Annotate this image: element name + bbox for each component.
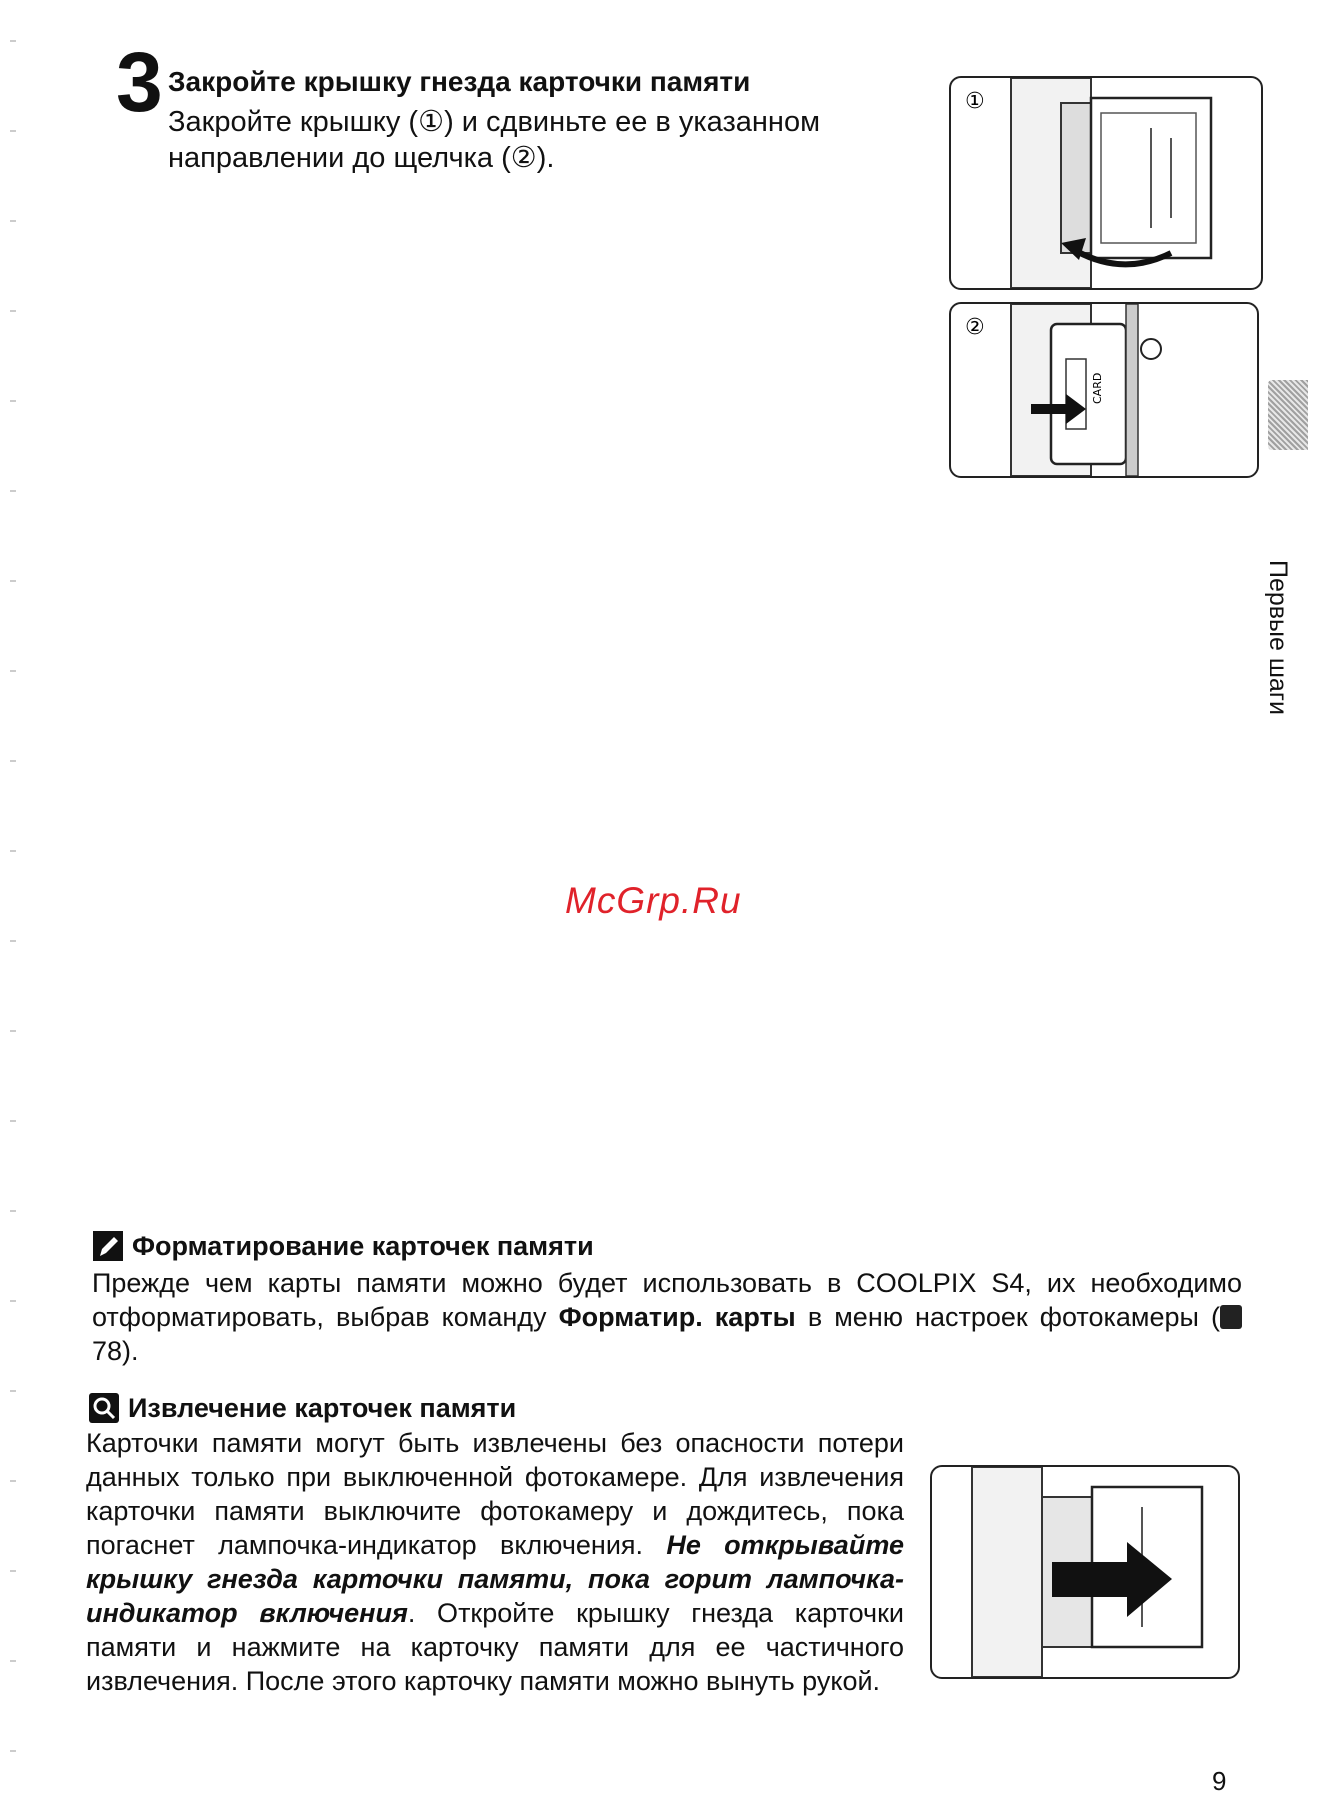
section-tab-marker <box>1268 380 1308 450</box>
page-reference-icon <box>1220 1305 1242 1329</box>
figure-slide-cover <box>949 302 1259 478</box>
note-remove-title: Извлечение карточек памяти <box>128 1392 517 1423</box>
page-reference: 78 <box>92 1336 123 1366</box>
page-number: 9 <box>1212 1766 1227 1796</box>
note-format-body: Прежде чем карты памяти можно будет использовать в COOLPIX S4, их необходимо отформатировать, выбрав команду Форматир. карты в меню настроек фотокамеры ( 78). <box>92 1268 1242 1366</box>
watermark: McGrp.Ru <box>565 880 742 921</box>
magnifier-note-icon <box>88 1392 120 1424</box>
camera-slot-illustration-2 <box>951 304 1257 476</box>
format-command: Форматир. карты <box>558 1302 796 1332</box>
section-tab-label: Первые шаги <box>1264 560 1292 715</box>
note-remove-heading <box>88 1392 516 1424</box>
figure-marker-1: ① <box>965 89 985 114</box>
warning-text: Не открывайте крышку гнезда карточки памяти, пока горит лампочка-индикатор включения <box>86 1530 904 1628</box>
figure-marker-2: ② <box>965 315 985 340</box>
figure-close-cover <box>949 76 1263 290</box>
pencil-note-icon <box>92 1230 124 1262</box>
card-label: CARD <box>1091 372 1104 404</box>
step-number: 3 <box>116 35 163 129</box>
note-format-heading <box>92 1230 594 1262</box>
camera-slot-illustration-3 <box>932 1467 1238 1677</box>
figure-remove-card <box>930 1465 1240 1679</box>
camera-slot-illustration-1 <box>951 78 1261 288</box>
step-body: Закройте крышку (①) и сдвиньте ее в указанном направлении до щелчка (②). <box>168 106 821 174</box>
step-title: Закройте крышку гнезда карточки памяти <box>168 66 751 97</box>
note-remove-body: Карточки памяти могут быть извлечены без опасности потери данных только при выключенной фотокамере. Для извлечения карточки памяти выключите фотокамеру и дождитесь, пока погаснет лампочка-индикатор включения. Не открывайте крышку гнезда карточки памяти, пока горит лампочка-индикатор включения. Откройте крышку гнезда карточки памяти и нажмите на карточку памяти для ее частичного извлечения. После этого карточку памяти можно вынуть рукой. <box>86 1428 904 1696</box>
note-format-title: Форматирование карточек памяти <box>132 1230 594 1261</box>
scan-margin-marks <box>10 0 16 1809</box>
